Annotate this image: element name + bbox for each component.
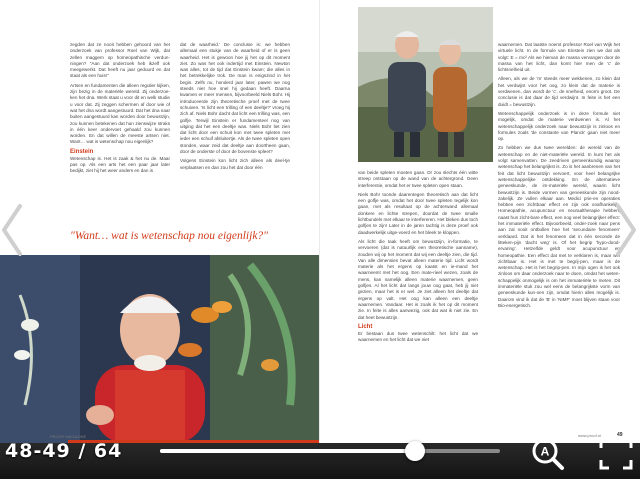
page-slider-thumb[interactable] xyxy=(405,441,425,461)
paragraph: dat de waarheid.' De conclusie is: we hebben allemaal een stukje van de waarheid of er is geen waarheid. Het is gewoon hoe jij het op dit moment ziet. Zo was het ook indertijd met Einstein. Newton was alles, tot de tijd dat Einstein kwam; die alles in het betrekkelijke trok. De man is enigszind in het begin. Zelfs nu, honderd jaar later, pawen we nog steeds niet hoe snel hij gedaan heeft. Daarna kwamen er meer mensen, bijvoorbeeld Niels Bohr. Hij introduceerde zijn theoretische proef met de twee schuiven. 'Is licht een trilling of een deeltje?' vroeg hij zich af. Niels Bohr dacht dat licht een trilling was, een golfje. Terwijl Einstein er fundamenteel nog van uitging dat het een deeltje was. Niels Bohr liet zien dat licht door een schuit kon met twee spleten met ieder een schuif afsluitertje. Als de twee spleten open stonden, waar zeid dat deeltje aan doortheen gaan, door de onderste of door de bovenste spleet? xyxy=(180,42,290,155)
paragraph: van beide spleten moeten gaan. Dr zou slechts één witte streep ontstaan op de wand van de achtergrond. Geen interferentie, omdat het er twee spleten open staan. xyxy=(358,170,478,188)
photo-illustration xyxy=(0,255,320,443)
right-column-2 xyxy=(498,42,620,312)
svg-text:A: A xyxy=(540,444,550,459)
paragraph: Wetenschappelijk onderzoek is in deze formule niet mogelijk, omdat de materie verdwenen is. Al het wetenschappelijk onderzoek naar bewustzijn is zinloos en formules zoals 'de constante van Planck' gaan niet meer op. xyxy=(498,110,620,142)
paragraph: waarnemen. Dat laatste noemt professor Roel van Wijk het virtuele licht. In de formule van Einstein zien we dat als volgt: E = mc² Als we hiervan de massa vervangen door de massa van het licht, dan komt hier men de 'c' de lichtsnelheid uit. xyxy=(498,42,620,73)
left-column-2 xyxy=(180,42,290,174)
paragraph: Wetenschap is. Het is zaak & het nu de. Maar pas op. Als een arts het een paar jaar later bedijkt, ziet hij het weer anders en dan is xyxy=(70,155,170,174)
photo-illustration xyxy=(358,7,493,162)
chevron-right-icon[interactable] xyxy=(614,200,638,260)
page-slider-fill xyxy=(160,449,415,453)
subheading-einstein: Einstein xyxy=(70,148,94,155)
paragraph: Alleen, als we de 'm' steeds meer wekkenen, zo klein dat het verdwijnt voor het oog, zo klein dat de materie is verdwenen, dan wordt de 'c', de snelheid, enorm groot. De conclusie is dat daar de tijd verdwijnt. In feite is het een duidt = bewustzijn. xyxy=(498,76,620,107)
photo-couple-outdoors xyxy=(358,7,493,162)
page-slider-track[interactable] xyxy=(160,449,500,453)
paragraph: Artsen en fundamenten die alleen regulier kijken, zijn bezig in de materiële wereld. Zij onderzoe-ken het dna. Werk staat u voor dit en welk studie u voor dat. Zij zeggen schermen af door wie of wat het dna wordt aangestuurd. Dat het dna naar buiten aangestuurd kan worden door bewustzijn, zou kunnen betekenen dat hun zienswijze straks in één keer ondervoet gehaald zou kunnen worden. En dat willen de meeste artsen niet. Want… wat is wetenschap nou eigenlijk? xyxy=(70,82,170,145)
left-column-1 xyxy=(70,42,170,178)
paragraph: Er bestaan dus twee wetenschilt: het licht dat we waarnemen en het licht dat we niet xyxy=(358,330,478,343)
photo-man-with-orchids xyxy=(0,255,320,443)
chevron-left-icon[interactable] xyxy=(0,200,24,260)
paragraph: Zo hebben we dus twee werelden: de wereld van de wetenschap en de niet-materiële wereld. In kunt het als volgt samenvatten. De zeedriven gemeenkundig waarop wetenschap het belangrijkst is. Zo is het aanbrenen van het feit dat licht bewustzijn vervoert, voor heel belangrijke wetenschappelijke ontdekking. En de alternatieve geneeskunde, de im-materiële wereld, waarin licht bewustzijn is. Beide vormen van geneeskunde zijn nood-zakelijk. Ze vullen elkaar aan. Medici prie-en operaties hebben een zichtbaar effect en zijn ook onafhankelijk. Homeopathie, acupunctuur en neuraaltherapie hebben, naast hun zicht-bare effect, een nog veel belangrijker effect: het immateriële effect. Bijvoorbeeld, onder-zoek naar pens aan zal nooit ontbullen hoe het 'secundaire fenomeen' verklaard. Dat is het fenomeen dat in één seconde de litteken-pijn 'dacht weg' is. Of het begrip 'hypo-dood-ervaring'. Hetzelfde geldt voor acupunctuur en homeopathie. Een effect dat met te verklaren is, maar wel zichtbaar is. Het is met te begrij-pen, maar is de wetenschap. Het is het begrip-pen. In mijn ogen is het ook zinloos om daar onderzoek naar te doen, omdat het weten-schappelijk onmogelijk is om het immateriële te meten. Dit immateriële stuk zou wel eens de belangrijkste vorm van geneeskunde kun-nen zijn, omdat hierin alles mogelijk is. Daarom vind ik dat de 'B' in 'NIMF' moet blijven staan voor Bio-energetisch. xyxy=(498,145,620,308)
right-column-1 xyxy=(358,170,478,346)
pull-quote: "Want… wat is wetenschap nou eigenlijk?" xyxy=(70,230,269,242)
paragraph: zegden dat ze nooit hebben gehoord van het onderzoek van professor Roel van Wijk, dat zellen maggem op homeopathische verdun-ningen? "Aan dat onderzoek heb ikzelf ook meegewerkt. Dat heeft nu jaar geduurd en dat staat als een huis!" xyxy=(70,42,170,79)
paragraph: Niels Bohr toonde daarentegen theoretisch aan dat licht een golfje was, omdat het door twee spleten tegelijk kon gaan, met als resultaat op de achterwand allemaal donkere en lichte strepen, doordat de twee smalle lichtbundels met elkaar te interfereren. Het bleken dus toch golfjes te zijn! Later in de jaren tachtig is deze proef ook daadwerkelijk uitge-voerd en het bleek te kloppen. xyxy=(358,191,479,235)
page-number-right: 49 xyxy=(617,432,623,438)
paragraph: Volgens Einstein kon licht zich alleen als deel-tje verplaatsen en dan zou het dat door één xyxy=(180,158,290,170)
folio-left: PROOF MAGAZINE xyxy=(50,434,87,439)
zoom-magnifier-icon[interactable] xyxy=(530,436,566,472)
fullscreen-corners-icon[interactable] xyxy=(598,437,634,471)
paragraph: Als licht die taak heeft om bewustzijn, in-formatie, te vervoeren (dat is natuurlijk een theoretische aanname), zouden wij op het moment dat wij een deeltje zien, die tijd. Van alle dimensies bevat alleen materie tijd. Licht wordt materie als het ergens op kaatst en ie-mand het waarneemt met het oog. Een mate-rieel wezen, zoals de mens, kan namelijk alleen materie waarnemen, geen golfjes. Al het licht dat langs jouw oog gaat, heb jij niet gezien, maar het is er wel. Je ziet alleen het deeltje dat ergens op valt. Het oog kan alleen een deeltje waarnemen. Vandaar. Het is zoals ik het op dit moment zie. In feite is alles aanwezig, ook dat wat ik niet zie. En dat heet bewustzijn. xyxy=(358,238,478,320)
subheading-licht: Licht xyxy=(358,323,373,330)
page-counter: 48-49 / 64 xyxy=(5,440,123,462)
folio-right: www.proof.nl xyxy=(578,433,601,438)
left-page xyxy=(0,0,320,443)
